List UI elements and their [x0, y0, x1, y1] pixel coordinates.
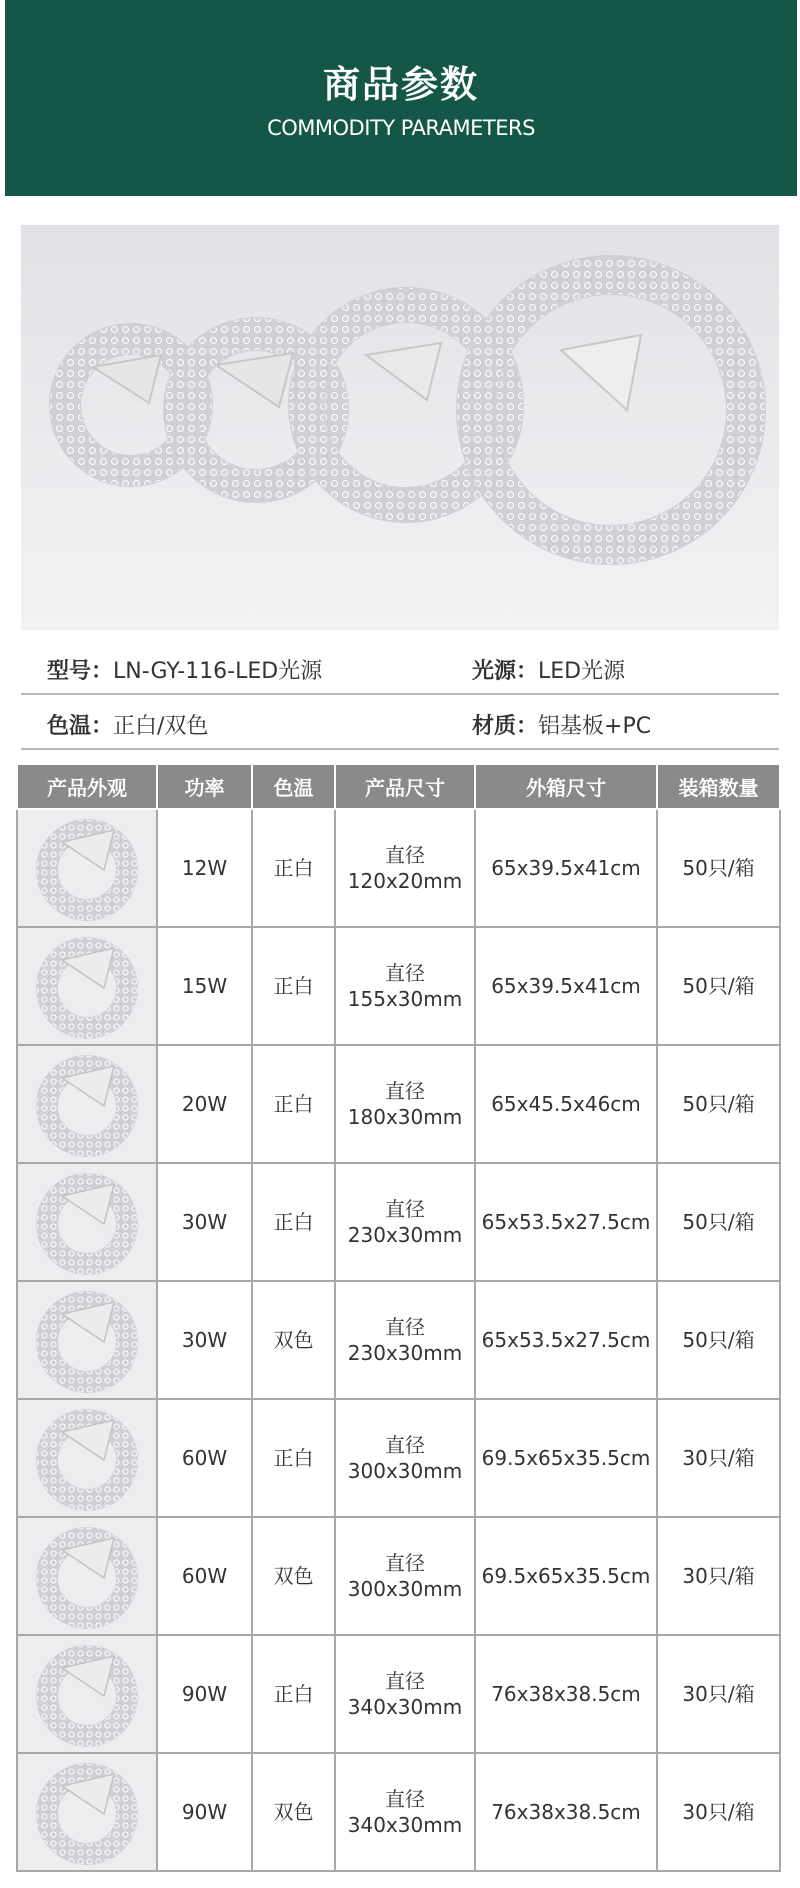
product-thumbnail [17, 1281, 157, 1399]
spec-model-value: LN-GY-116-LED光源 [113, 659, 323, 684]
cell-quantity: 30只/箱 [657, 1399, 780, 1517]
table-row [17, 1753, 780, 1871]
cell-power: 12W [157, 809, 252, 927]
table-row [17, 927, 780, 1045]
cell-power: 60W [157, 1399, 252, 1517]
page-subtitle: COMMODITY PARAMETERS [267, 116, 535, 140]
table-row [17, 1163, 780, 1281]
parameter-table [16, 763, 781, 1872]
col-header-product-size: 产品尺寸 [335, 764, 475, 809]
header-banner [5, 0, 797, 196]
spec-model-label: 型号： [47, 659, 114, 684]
spec-color-temp-value: 正白/双色 [113, 714, 209, 739]
led-ring-thumbnail-icon [21, 1522, 153, 1630]
size-value: 120x20mm [347, 869, 463, 893]
cell-quantity: 50只/箱 [657, 927, 780, 1045]
spec-source-label: 光源： [472, 659, 539, 684]
size-label: 直径 [385, 843, 425, 867]
cell-product-size [335, 809, 475, 927]
led-ring-thumbnail-icon [21, 1168, 153, 1276]
led-ring-thumbnail-icon [21, 932, 153, 1040]
product-thumbnail [17, 1517, 157, 1635]
cell-color-temp: 正白 [252, 1163, 335, 1281]
size-value: 155x30mm [347, 987, 463, 1011]
size-label: 直径 [385, 1197, 425, 1221]
cell-product-size [335, 1753, 475, 1871]
led-ring-thumbnail-icon [21, 1050, 153, 1158]
product-thumbnail [17, 1045, 157, 1163]
spec-model [47, 654, 322, 685]
table-header-row [17, 764, 780, 809]
size-value: 300x30mm [347, 1577, 463, 1601]
cell-color-temp: 正白 [252, 1399, 335, 1517]
cell-product-size [335, 1281, 475, 1399]
spec-row [21, 695, 779, 750]
spec-material-value: 铝基板+PC [538, 714, 652, 739]
table-row [17, 1635, 780, 1753]
cell-color-temp: 正白 [252, 927, 335, 1045]
cell-color-temp: 正白 [252, 1635, 335, 1753]
size-label: 直径 [385, 1433, 425, 1457]
size-label: 直径 [385, 1669, 425, 1693]
page-title: 商品参数 [323, 63, 479, 106]
cell-product-size [335, 927, 475, 1045]
led-ring-thumbnail-icon [21, 814, 153, 922]
led-ring-thumbnail-icon [21, 1286, 153, 1394]
size-label: 直径 [385, 1079, 425, 1103]
size-value: 340x30mm [347, 1813, 463, 1837]
cell-quantity: 30只/箱 [657, 1753, 780, 1871]
cell-product-size [335, 1163, 475, 1281]
cell-quantity: 50只/箱 [657, 1163, 780, 1281]
spec-source-value: LED光源 [538, 659, 626, 684]
cell-power: 90W [157, 1635, 252, 1753]
col-header-power: 功率 [157, 764, 252, 809]
col-header-appearance: 产品外观 [17, 764, 157, 809]
size-value: 230x30mm [347, 1223, 463, 1247]
cell-color-temp: 双色 [252, 1517, 335, 1635]
cell-product-size [335, 1635, 475, 1753]
size-value: 230x30mm [347, 1341, 463, 1365]
cell-color-temp: 双色 [252, 1753, 335, 1871]
cell-color-temp: 正白 [252, 1045, 335, 1163]
col-header-quantity: 装箱数量 [657, 764, 780, 809]
product-thumbnail [17, 809, 157, 927]
hero-product-image [21, 225, 779, 630]
product-thumbnail [17, 1163, 157, 1281]
cell-box-size: 65x39.5x41cm [475, 927, 657, 1045]
led-ring-thumbnail-icon [21, 1758, 153, 1866]
table-row [17, 1281, 780, 1399]
size-label: 直径 [385, 1787, 425, 1811]
cell-color-temp: 正白 [252, 809, 335, 927]
product-thumbnail [17, 1399, 157, 1517]
table-row [17, 1517, 780, 1635]
cell-box-size: 69.5x65x35.5cm [475, 1517, 657, 1635]
size-value: 340x30mm [347, 1695, 463, 1719]
spec-material [472, 709, 651, 740]
table-row [17, 809, 780, 927]
size-value: 180x30mm [347, 1105, 463, 1129]
col-header-box-size: 外箱尺寸 [475, 764, 657, 809]
cell-product-size [335, 1517, 475, 1635]
cell-product-size [335, 1399, 475, 1517]
cell-box-size: 65x53.5x27.5cm [475, 1281, 657, 1399]
cell-power: 30W [157, 1163, 252, 1281]
product-thumbnail [17, 1753, 157, 1871]
cell-box-size: 65x39.5x41cm [475, 809, 657, 927]
size-label: 直径 [385, 1315, 425, 1339]
table-row [17, 1045, 780, 1163]
cell-box-size: 65x45.5x46cm [475, 1045, 657, 1163]
cell-box-size: 65x53.5x27.5cm [475, 1163, 657, 1281]
spec-color-temp [47, 709, 208, 740]
cell-box-size: 76x38x38.5cm [475, 1753, 657, 1871]
cell-color-temp: 双色 [252, 1281, 335, 1399]
product-thumbnail [17, 1635, 157, 1753]
spec-color-temp-label: 色温： [47, 714, 114, 739]
cell-box-size: 69.5x65x35.5cm [475, 1399, 657, 1517]
cell-power: 30W [157, 1281, 252, 1399]
size-label: 直径 [385, 1551, 425, 1575]
col-header-color-temp: 色温 [252, 764, 335, 809]
led-ring-thumbnail-icon [21, 1640, 153, 1748]
cell-product-size [335, 1045, 475, 1163]
cell-quantity: 50只/箱 [657, 1281, 780, 1399]
cell-power: 90W [157, 1753, 252, 1871]
cell-quantity: 30只/箱 [657, 1517, 780, 1635]
led-ring-modules-photo-icon [21, 225, 779, 630]
size-label: 直径 [385, 961, 425, 985]
cell-box-size: 76x38x38.5cm [475, 1635, 657, 1753]
cell-power: 60W [157, 1517, 252, 1635]
cell-quantity: 30只/箱 [657, 1635, 780, 1753]
table-row [17, 1399, 780, 1517]
spec-summary [21, 640, 779, 750]
size-value: 300x30mm [347, 1459, 463, 1483]
cell-power: 20W [157, 1045, 252, 1163]
cell-quantity: 50只/箱 [657, 809, 780, 927]
spec-source [472, 654, 625, 685]
spec-row [21, 640, 779, 695]
led-ring-thumbnail-icon [21, 1404, 153, 1512]
product-thumbnail [17, 927, 157, 1045]
cell-quantity: 50只/箱 [657, 1045, 780, 1163]
spec-material-label: 材质： [472, 714, 539, 739]
cell-power: 15W [157, 927, 252, 1045]
